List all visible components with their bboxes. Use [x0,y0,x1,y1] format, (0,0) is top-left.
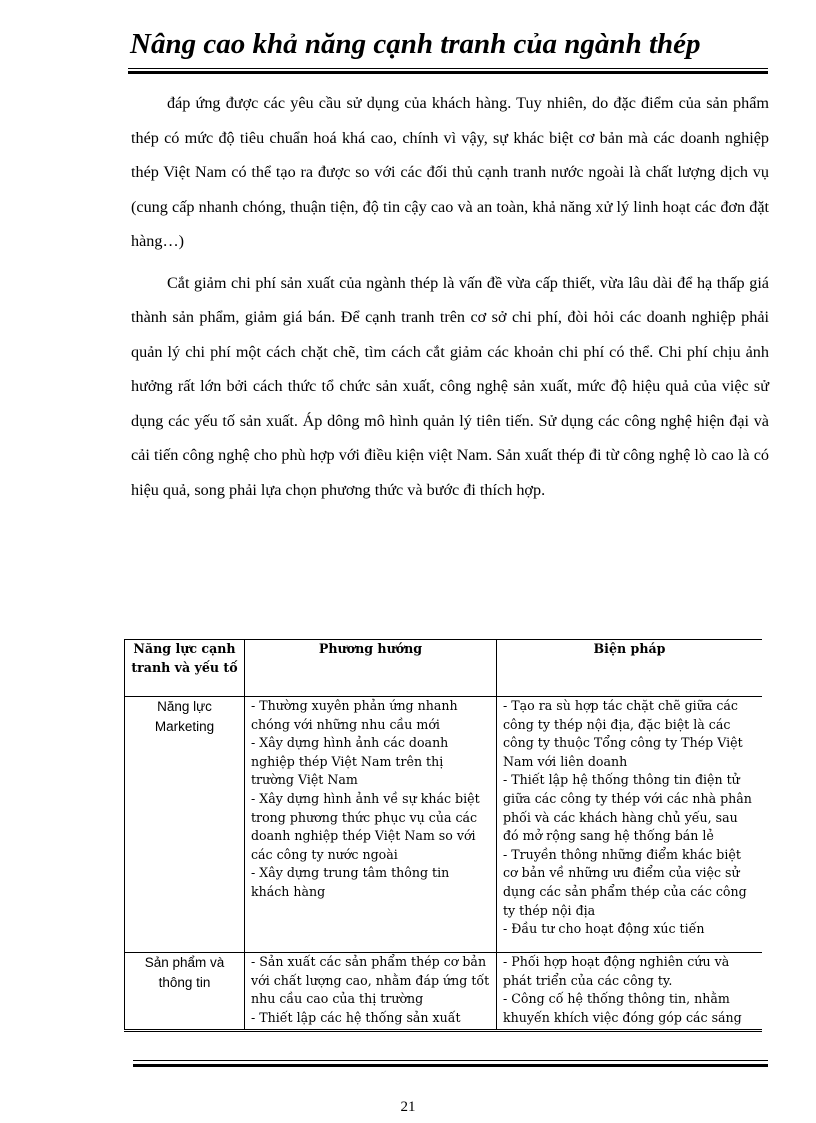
measure-item: - Công cố hệ thống thông tin, nhằm khuyến khích việc đóng góp các sáng [503,991,742,1025]
measure-cell [497,697,763,953]
table-header-row [125,640,763,697]
measure-item: - Tạo ra sù hợp tác chặt chẽ giữa các công ty thép nội địa, đặc biệt là các công ty thuộc Tổng công ty Thép Việt Nam với liên doanh [503,698,743,769]
direction-item: - Xây dựng hình ảnh về sự khác biệt trong phương thức phục vụ của các doanh nghiệp thép Việt Nam so với các công ty nước ngoài [251,790,480,862]
measure-cell [497,953,763,1030]
header-rule-thin [128,68,768,69]
footer-rule-thin [133,1060,768,1061]
measure-item: - Phối hợp hoạt động nghiên cứu và phát triển của các công ty. [503,954,730,988]
page-number: 21 [400,1099,416,1115]
header-cell-factor: Năng lực cạnh tranh và yếu tố [125,640,245,697]
table-row [125,697,763,953]
measure-item: - Thiết lập hệ thống thông tin điện tử giữa các công ty thép với các nhà phân phối và các khách hàng chủ yếu, sau đó mở rộng sang hệ thống bán lẻ [503,772,752,844]
factor-cell: Sản phẩm và thông tin [125,953,245,1030]
measure-item: - Đầu tư cho hoạt động xúc tiến [503,921,705,937]
paragraph-1: đáp ứng được các yêu cầu sử dụng của khách hàng. Tuy nhiên, do đặc điểm của sản phẩm thép có mức độ tiêu chuẩn hoá khá cao, chính vì vậy, sự khác biệt cơ bản mà các doanh nghiệp thép Việt Nam có thể tạo ra được so với các đối thủ cạnh tranh nước ngoài là chất lượng dịch vụ (cung cấp nhanh chóng, thuận tiện, độ tin cậy cao và an toàn, khả năng xử lý linh hoạt các đơn đặt hàng…) [131,94,769,250]
competitiveness-table-wrapper [124,639,762,1032]
direction-cell [245,953,497,1030]
direction-item: - Thường xuyên phản ứng nhanh chóng với những nhu cầu mới [251,698,458,732]
measure-item: - Truyền thông những điểm khác biệt cơ bản về những ưu điểm của việc sử dụng các sản phẩm thép của các công ty thép nội địa [503,846,747,918]
direction-item: - Xây dựng trung tâm thông tin khách hàng [251,865,450,899]
factor-cell: Năng lực Marketing [125,697,245,953]
table-row [125,953,763,1030]
footer-rule-thick [133,1064,768,1067]
page-header-title: Nâng cao khả năng cạnh tranh của ngành thép [130,28,701,60]
header-cell-measure: Biện pháp [497,640,763,697]
body-text [131,86,769,514]
direction-cell [245,697,497,953]
header-rule-thick [128,71,768,74]
direction-item: - Sản xuất các sản phẩm thép cơ bản với chất lượng cao, nhằm đáp ứng tốt nhu cầu cao của thị trường [251,954,490,1007]
header-cell-direction: Phương hướng [245,640,497,697]
paragraph-2: Cắt giảm chi phí sản xuất của ngành thép là vấn đề vừa cấp thiết, vừa lâu dài để hạ thấp giá thành sản phẩm, giảm giá bán. Để cạnh tranh trên cơ sở chi phí, đòi hỏi các doanh nghiệp phải quản lý chi phí một cách chặt chẽ, tìm cách cắt giảm các khoản chi phí có thể. Chi phí chịu ảnh hưởng rất lớn bởi cách thức tổ chức sản xuất, công nghệ sản xuất, mức độ hiệu quả của việc sử dụng các yếu tố sản xuất. Áp dông mô hình quản lý tiên tiến. Sử dụng các công nghệ hiện đại và cải tiến công nghệ cho phù hợp với điều kiện việt Nam. Sản xuất thép đi từ công nghệ lò cao là có hiệu quả, song phải lựa chọn phương thức và bước đi thích hợp. [131,273,769,499]
direction-item: - Xây dựng hình ảnh các doanh nghiệp thép Việt Nam trên thị trường Việt Nam [251,735,449,788]
direction-item: - Thiết lập các hệ thống sản xuất [251,1009,461,1025]
competitiveness-table [124,639,762,1030]
